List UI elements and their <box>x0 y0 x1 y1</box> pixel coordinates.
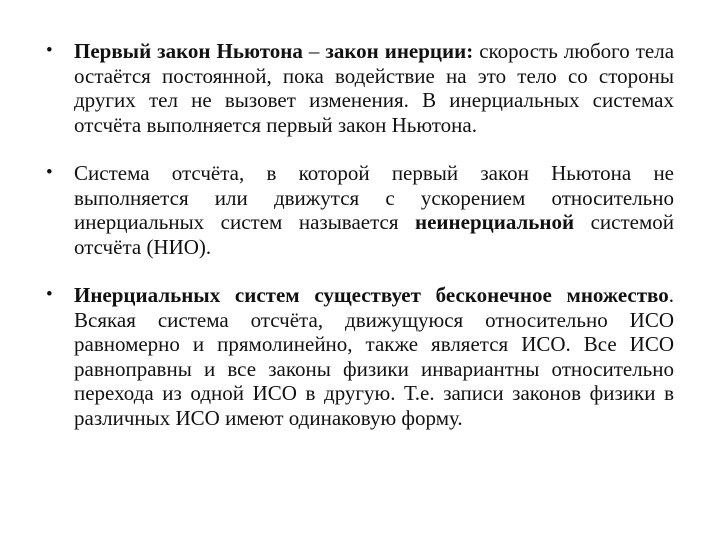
bullet-list <box>44 39 674 430</box>
bullet-icon: • <box>46 40 53 61</box>
text-inertial-frames-description: . Всякая система отсчёта, движущуюся относительно ИСО равномерно и прямолинейно, также является ИСО. Все ИСО равноправны и все законы физики инвариантны относительно перехода из одной ИСО в другую. Т.е. записи законов физики в различных ИСО имеют одинаковую форму. <box>74 283 674 430</box>
term-infinite-inertial-frames: Инерциальных систем существует бесконечное множество <box>74 283 669 307</box>
bullet-icon: • <box>46 284 53 305</box>
term-newton-first-law: Первый закон Ньютона <box>74 39 303 63</box>
text-first-law-description: скорость любого тела остаётся постоянной, пока водействие на это тело со стороны других тел не вызовет изменения. В инерциальных системах отсчёта выполняется первый закон Ньютона. <box>74 39 675 137</box>
text-noninertial-intro: Система отсчёта, в которой первый закон Ньютона не выполняется или движутся с ускорением относительно инерциальных систем называется <box>74 161 674 234</box>
term-inertia-law: закон инерции: <box>325 39 474 63</box>
term-noninertial: неинерциальной <box>415 210 575 234</box>
text-noninertial-end: системой отсчёта (НИО). <box>74 210 674 259</box>
text-dash: – <box>302 39 326 63</box>
bullet-item-newton-first-law <box>44 39 674 137</box>
bullet-item-noninertial-frame <box>44 161 674 259</box>
bullet-item-inertial-frames-infinite <box>44 283 674 430</box>
bullet-icon: • <box>46 162 53 183</box>
